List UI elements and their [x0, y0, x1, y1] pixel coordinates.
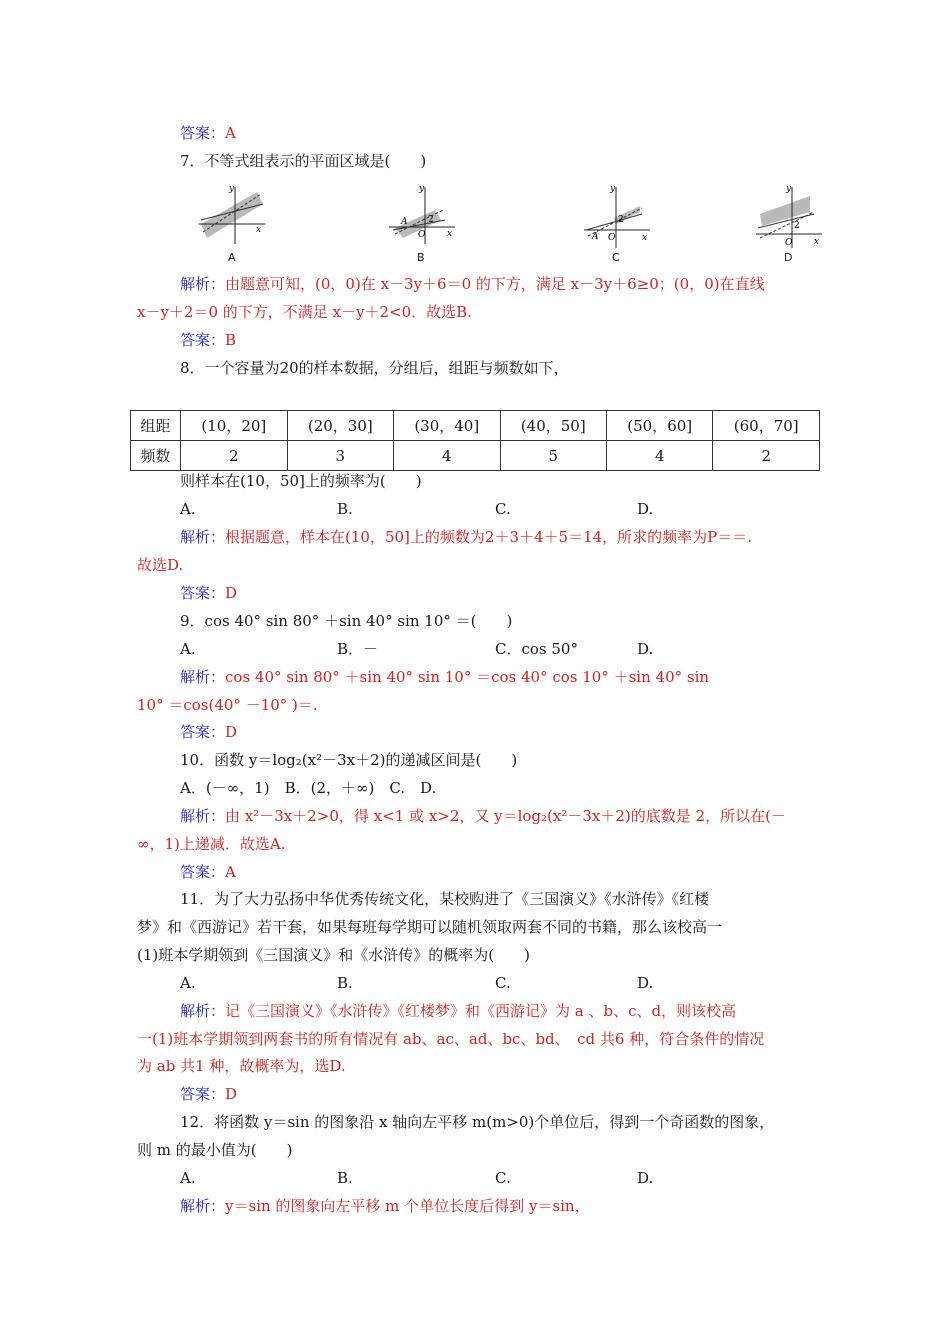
q11-stem-line3: (1)班本学期领到《三国演义》和《水浒传》的概率为( ) — [137, 946, 530, 964]
q9-option-a: A. — [180, 640, 196, 658]
q12-analysis-text1: y＝sin 的图象向左平移 m 个单位长度后得到 y＝sin， — [225, 1197, 590, 1215]
q9-stem: 9．cos 40° sin 80° ＋sin 40° sin 10° ＝( ) — [180, 612, 513, 630]
q8-answer-line — [180, 583, 237, 603]
q9-analysis-line2: 10° ＝cos(40° －10° )＝. — [137, 696, 318, 714]
table-cell: 5 — [500, 441, 606, 471]
q8-frequency-table — [130, 410, 820, 471]
q12-option-d: D. — [637, 1169, 654, 1187]
q12-stem-line1: 12．将函数 y＝sin 的图象沿 x 轴向左平移 m(m>0)个单位后，得到一个奇函数的图象， — [180, 1113, 775, 1131]
q12-option-b: B. — [337, 1169, 353, 1187]
analysis-label: 解析： — [180, 807, 226, 825]
analysis-label: 解析： — [180, 668, 226, 686]
graph-d-tick-2: 2 — [794, 221, 800, 231]
table-cell: (20，30] — [287, 411, 393, 441]
q11-option-b: B. — [337, 974, 353, 992]
q11-answer: D — [225, 1085, 238, 1103]
q7-graph-label-b: B — [417, 251, 425, 264]
q9-option-b: B．－ — [337, 640, 379, 658]
graph-b-point-a: A — [401, 217, 408, 227]
q7-analysis-line2: x－y＋2＝0 的下方，不满足 x－y＋2<0．故选B. — [137, 303, 472, 321]
q7-graph-a — [195, 182, 270, 257]
graph-b-x-label: x — [447, 229, 453, 239]
q7-graph-b — [385, 182, 460, 257]
q8-option-a: A. — [180, 500, 196, 518]
analysis-label: 解析： — [180, 1197, 226, 1215]
table-cell: (60，70] — [713, 411, 820, 441]
q8-analysis-line2: 故选D. — [137, 556, 184, 574]
q8-option-b: B. — [337, 500, 353, 518]
q7-stem: 7．不等式组表示的平面区域是( ) — [180, 152, 427, 170]
answer-label: 答案： — [180, 584, 226, 602]
answer-label: 答案： — [180, 331, 226, 349]
q11-analysis-line2: 一(1)班本学期领到两套书的所有情况有 ab、ac、ad、bc、bd、 cd 共6 种，符合条件的情况 — [137, 1030, 765, 1048]
q7-answer: B — [225, 331, 237, 349]
graph-b-origin: O — [418, 230, 426, 240]
q7-analysis-text1: 由题意可知，(0，0)在 x－3y＋6＝0 的下方，满足 x－3y＋6≥0；(0，0)在直线 — [225, 275, 765, 293]
q11-analysis-text1: 记《三国演义》《水浒传》《红楼梦》和《西游记》为 a 、b、c、d，则该校高 — [225, 1002, 737, 1020]
table-cell: (50，60] — [606, 411, 712, 441]
graph-c-x-label: x — [642, 233, 648, 243]
graph-c-origin: O — [608, 233, 616, 243]
q12-option-a: A. — [180, 1169, 196, 1187]
graph-d-origin: O — [785, 238, 793, 248]
q7-graph-label-d: D — [784, 251, 793, 264]
graph-a-y-label: y — [229, 184, 235, 194]
analysis-label: 解析： — [180, 275, 226, 293]
q10-answer-line — [180, 862, 236, 882]
q7-graph-d — [752, 182, 827, 257]
answer-label: 答案： — [180, 124, 226, 142]
q7-graph-c — [580, 182, 655, 257]
table-cell: 2 — [713, 441, 820, 471]
q7-answer-line — [180, 330, 236, 350]
graph-a-x-label: x — [256, 225, 262, 235]
q11-stem-line1: 11．为了大力弘扬中华优秀传统文化，某校购进了《三国演义》《水浒传》《红楼 — [180, 890, 710, 908]
q9-answer: D — [225, 723, 238, 741]
q10-stem: 10．函数 y＝log₂(x²－3x＋2)的递减区间是( ) — [180, 751, 518, 769]
q7-analysis-line1 — [180, 274, 765, 294]
graph-d-x-label: x — [814, 237, 820, 247]
q6-answer-line — [180, 123, 236, 143]
q11-option-a: A. — [180, 974, 196, 992]
q8-analysis-line1 — [180, 527, 752, 547]
q11-answer-line — [180, 1084, 237, 1104]
answer-label: 答案： — [180, 863, 226, 881]
q9-option-c: C．cos 50° — [495, 640, 578, 658]
q10-answer: A — [225, 863, 236, 881]
q8-analysis-text1: 根据题意，样本在(10，50]上的频数为2＋3＋4＋5＝14，所求的频率为P＝＝. — [225, 528, 753, 546]
analysis-label: 解析： — [180, 1002, 226, 1020]
q12-analysis-line1 — [180, 1196, 590, 1216]
table-cell: 3 — [287, 441, 393, 471]
table-cell: 4 — [606, 441, 712, 471]
q12-option-c: C. — [495, 1169, 511, 1187]
q11-option-d: D. — [637, 974, 654, 992]
table-cell: 4 — [394, 441, 500, 471]
table-row — [131, 441, 820, 471]
q12-stem-line2: 则 m 的最小值为( ) — [137, 1141, 293, 1159]
graph-c-y-label: y — [610, 184, 616, 194]
table-cell: 频数 — [131, 441, 181, 471]
q11-analysis-line3: 为 ab 共1 种，故概率为，选D. — [137, 1057, 346, 1075]
answer-label: 答案： — [180, 1085, 226, 1103]
graph-c-point-a: A — [592, 232, 599, 242]
table-cell: 组距 — [131, 411, 181, 441]
q9-answer-line — [180, 722, 237, 742]
q11-analysis-line1 — [180, 1001, 736, 1021]
q7-graph-label-c: C — [612, 251, 620, 264]
q9-option-d: D. — [637, 640, 654, 658]
analysis-label: 解析： — [180, 528, 226, 546]
table-cell: (30，40] — [394, 411, 500, 441]
q10-analysis-line1 — [180, 806, 786, 826]
q8-option-c: C. — [495, 500, 511, 518]
table-cell: (10，20] — [181, 411, 287, 441]
q10-options: A．(－∞，1) B．(2，＋∞) C. D. — [180, 779, 437, 797]
answer-label: 答案： — [180, 723, 226, 741]
q8-stem: 8．一个容量为20的样本数据，分组后，组距与频数如下， — [180, 359, 569, 377]
q10-analysis-text1: 由 x²－3x＋2>0，得 x<1 或 x>2，又 y＝log₂(x²－3x＋2)的底数是 2，所以在(－ — [225, 807, 786, 825]
q11-option-c: C. — [495, 974, 511, 992]
graph-c-tick-2: 2 — [618, 215, 624, 225]
q11-stem-line2: 梦》和《西游记》若干套，如果每班每学期可以随机领取两套不同的书籍，那么该校高一 — [137, 918, 723, 936]
q6-answer: A — [225, 124, 236, 142]
q7-graph-label-a: A — [228, 251, 236, 264]
q8-question: 则样本在(10，50]上的频率为( ) — [180, 472, 422, 490]
q9-analysis-line1 — [180, 667, 709, 687]
q8-option-d: D. — [637, 500, 654, 518]
q10-analysis-line2: ∞，1)上递减．故选A. — [137, 835, 286, 853]
table-row — [131, 411, 820, 441]
q8-answer: D — [225, 584, 238, 602]
graph-c-solid-line — [586, 214, 642, 230]
graph-b-tick-2: 2 — [428, 215, 434, 225]
graph-b-y-label: y — [419, 184, 425, 194]
table-cell: 2 — [181, 441, 287, 471]
q9-analysis-text1: cos 40° sin 80° ＋sin 40° sin 10° ＝cos 40° cos 10° ＋sin 40° sin — [225, 668, 710, 686]
table-cell: (40，50] — [500, 411, 606, 441]
graph-d-y-label: y — [786, 184, 792, 194]
